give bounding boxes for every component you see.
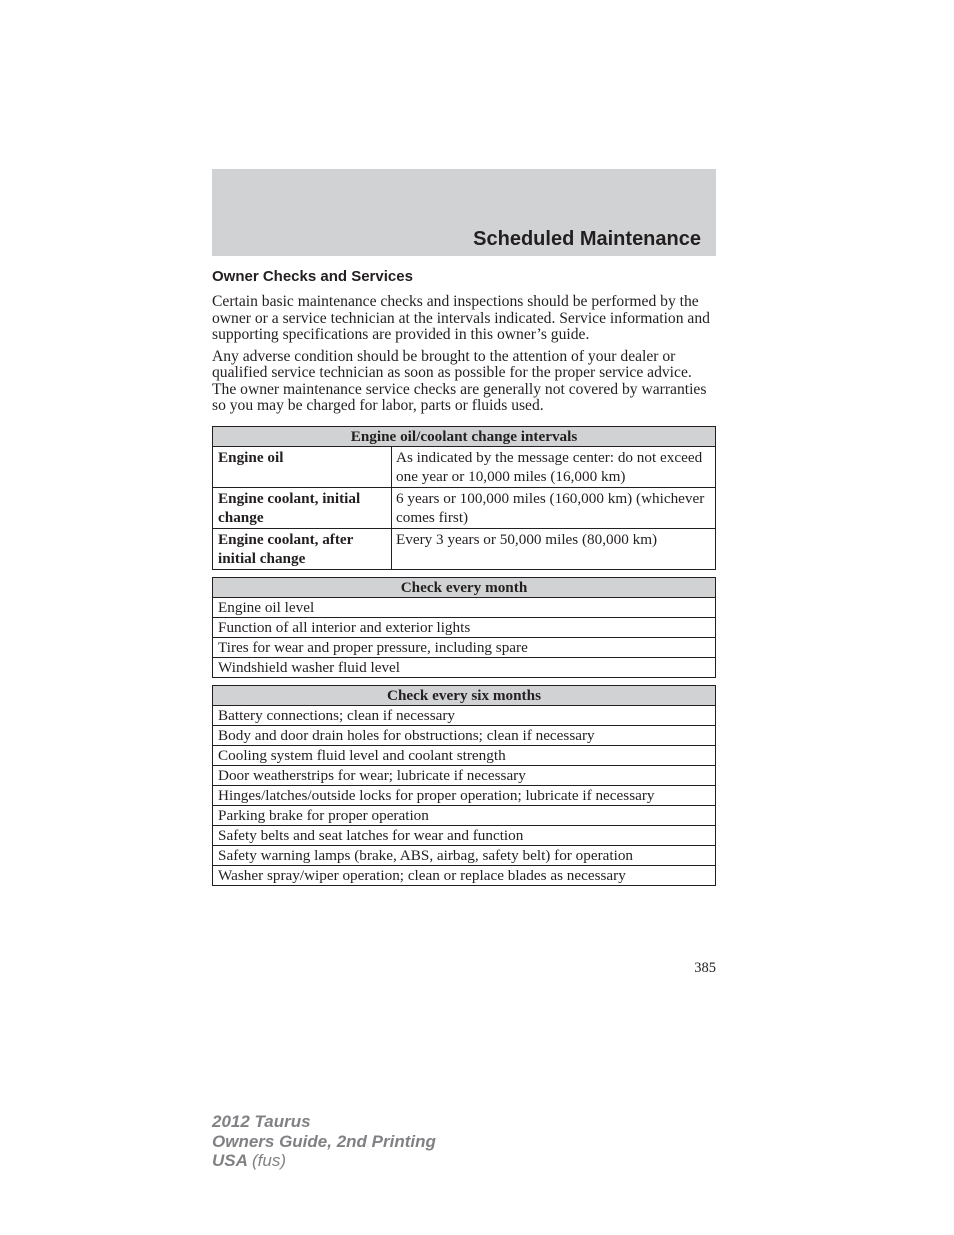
- check-item: Hinges/latches/outside locks for proper operation; lubricate if necessary: [213, 785, 716, 805]
- table-row: [213, 725, 716, 745]
- table-row: [213, 785, 716, 805]
- page-title: Scheduled Maintenance: [473, 228, 701, 250]
- check-item: Safety belts and seat latches for wear and function: [213, 825, 716, 845]
- table-row: [213, 845, 716, 865]
- footer-region: [212, 1151, 436, 1171]
- footer-region-code: (fus): [252, 1151, 286, 1170]
- row-label: Engine oil: [213, 446, 392, 487]
- table-header-row: [213, 426, 716, 446]
- check-item: Engine oil level: [213, 597, 716, 617]
- footer-model: 2012 Taurus: [212, 1112, 311, 1131]
- table-row: [213, 446, 716, 487]
- page-number: 385: [694, 960, 716, 976]
- main-content: [212, 266, 716, 893]
- table-row: [213, 745, 716, 765]
- check-item: Washer spray/wiper operation; clean or replace blades as necessary: [213, 865, 716, 885]
- table-row: [213, 597, 716, 617]
- monthly-checks-table: [212, 577, 716, 678]
- row-value: 6 years or 100,000 miles (160,000 km) (whichever comes first): [392, 487, 716, 528]
- intervals-table-header: Engine oil/coolant change intervals: [213, 426, 716, 446]
- table-row: [213, 637, 716, 657]
- table-row: [213, 487, 716, 528]
- monthly-table-header: Check every month: [213, 577, 716, 597]
- check-item: Function of all interior and exterior lights: [213, 617, 716, 637]
- table-row: [213, 705, 716, 725]
- six-month-table-header: Check every six months: [213, 685, 716, 705]
- check-item: Windshield washer fluid level: [213, 657, 716, 677]
- section-heading: Owner Checks and Services: [212, 268, 413, 285]
- six-month-checks-table: [212, 685, 716, 886]
- table-row: [213, 657, 716, 677]
- header-band: [212, 169, 716, 256]
- table-row: [213, 865, 716, 885]
- footer-edition: Owners Guide, 2nd Printing: [212, 1131, 436, 1151]
- table-header-row: [213, 685, 716, 705]
- check-item: Parking brake for proper operation: [213, 805, 716, 825]
- row-value: Every 3 years or 50,000 miles (80,000 km): [392, 528, 716, 569]
- check-item: Tires for wear and proper pressure, including spare: [213, 637, 716, 657]
- table-header-row: [213, 577, 716, 597]
- table-row: [213, 765, 716, 785]
- check-item: Safety warning lamps (brake, ABS, airbag, safety belt) for operation: [213, 845, 716, 865]
- intervals-table: [212, 426, 716, 570]
- check-item: Body and door drain holes for obstructions; clean if necessary: [213, 725, 716, 745]
- row-label: Engine coolant, initial change: [213, 487, 392, 528]
- check-item: Cooling system fluid level and coolant strength: [213, 745, 716, 765]
- check-item: Battery connections; clean if necessary: [213, 705, 716, 725]
- intro-paragraph: Certain basic maintenance checks and inspections should be performed by the owner or a service technician at the intervals indicated. Service information and supporting specifications are provided in this owner’s guide.: [212, 293, 710, 343]
- table-row: [213, 528, 716, 569]
- footer-publication-info: [212, 1112, 436, 1171]
- row-label: Engine coolant, after initial change: [213, 528, 392, 569]
- table-row: [213, 825, 716, 845]
- row-value: As indicated by the message center: do not exceed one year or 10,000 miles (16,000 km): [392, 446, 716, 487]
- footer-region-main: USA: [212, 1151, 248, 1170]
- adverse-condition-paragraph: Any adverse condition should be brought to the attention of your dealer or qualified service technician as soon as possible for the proper service advice. The owner maintenance service checks are generally not covered by warranties so you may be charged for labor, parts or fluids used.: [212, 347, 707, 414]
- table-row: [213, 617, 716, 637]
- table-row: [213, 805, 716, 825]
- check-item: Door weatherstrips for wear; lubricate if necessary: [213, 765, 716, 785]
